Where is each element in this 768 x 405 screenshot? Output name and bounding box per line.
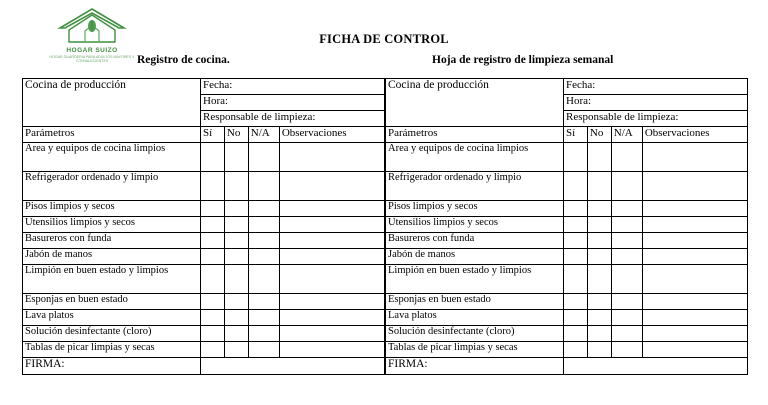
table-row: [386, 201, 748, 217]
param-label: Utensilios limpios y secos: [386, 217, 564, 233]
check-na-cell[interactable]: [611, 201, 642, 217]
param-label: Utensilios limpios y secos: [23, 217, 201, 233]
table-row: [23, 233, 385, 249]
check-si-cell[interactable]: [564, 249, 588, 265]
observaciones-cell[interactable]: [642, 326, 747, 342]
check-si-cell[interactable]: [201, 201, 225, 217]
table-row: [386, 217, 748, 233]
column-header-parametros: Parámetros: [23, 127, 201, 143]
param-label: Jabón de manos: [386, 249, 564, 265]
check-na-cell[interactable]: [611, 233, 642, 249]
check-na-cell[interactable]: [248, 201, 279, 217]
check-si-cell[interactable]: [564, 201, 588, 217]
check-no-cell[interactable]: [587, 310, 611, 326]
observaciones-cell[interactable]: [279, 249, 384, 265]
param-label: Pisos limpios y secos: [23, 201, 201, 217]
check-no-cell[interactable]: [224, 342, 248, 358]
column-header-observaciones: Observaciones: [642, 127, 747, 143]
table-row: [23, 217, 385, 233]
check-na-cell[interactable]: [611, 326, 642, 342]
table-row: [23, 342, 385, 358]
table-row: [386, 265, 748, 294]
observaciones-cell[interactable]: [279, 310, 384, 326]
check-na-cell[interactable]: [248, 249, 279, 265]
check-si-cell[interactable]: [564, 342, 588, 358]
column-header-si: Sí: [564, 127, 588, 143]
check-si-cell[interactable]: [201, 143, 225, 172]
observaciones-cell[interactable]: [279, 233, 384, 249]
table-header-row: [386, 127, 748, 143]
check-si-cell[interactable]: [201, 326, 225, 342]
forms-container: [22, 78, 748, 375]
column-header-na: N/A: [611, 127, 642, 143]
param-label: Pisos limpios y secos: [386, 201, 564, 217]
column-header-parametros: Parámetros: [386, 127, 564, 143]
checklist-table-left: [22, 78, 385, 375]
check-no-cell[interactable]: [224, 249, 248, 265]
fecha-label[interactable]: Fecha:: [201, 79, 385, 95]
check-na-cell[interactable]: [611, 143, 642, 172]
check-no-cell[interactable]: [224, 294, 248, 310]
check-si-cell[interactable]: [564, 265, 588, 294]
column-header-no: No: [587, 127, 611, 143]
param-label: Refrigerador ordenado y limpio: [386, 172, 564, 201]
table-row: [386, 79, 748, 95]
table-row: [23, 172, 385, 201]
table-row: [386, 249, 748, 265]
table-row: [386, 310, 748, 326]
firma-field[interactable]: [564, 358, 748, 375]
check-no-cell[interactable]: [224, 265, 248, 294]
check-si-cell[interactable]: [564, 172, 588, 201]
table-row: [386, 342, 748, 358]
param-label: Solución desinfectante (cloro): [386, 326, 564, 342]
logo-tagline: HOGAR GUARDERIA PARA ADULTOS MAYORES Y CONVALECIENTES: [49, 55, 135, 64]
table-row: [386, 294, 748, 310]
check-no-cell[interactable]: [224, 217, 248, 233]
check-no-cell[interactable]: [224, 143, 248, 172]
table-row: [386, 326, 748, 342]
param-label: Jabón de manos: [23, 249, 201, 265]
check-na-cell[interactable]: [611, 265, 642, 294]
table-row: [23, 265, 385, 294]
responsable-label[interactable]: Responsable de limpieza:: [564, 111, 748, 127]
check-no-cell[interactable]: [587, 201, 611, 217]
observaciones-cell[interactable]: [642, 201, 747, 217]
param-label: Limpión en buen estado y limpios: [386, 265, 564, 294]
observaciones-cell[interactable]: [279, 217, 384, 233]
check-si-cell[interactable]: [564, 233, 588, 249]
column-header-na: N/A: [248, 127, 279, 143]
check-na-cell[interactable]: [248, 342, 279, 358]
check-si-cell[interactable]: [201, 342, 225, 358]
check-no-cell[interactable]: [587, 172, 611, 201]
table-row: [23, 326, 385, 342]
check-na-cell[interactable]: [248, 217, 279, 233]
check-si-cell[interactable]: [201, 294, 225, 310]
check-na-cell[interactable]: [611, 217, 642, 233]
table-header-row: [23, 127, 385, 143]
table-row: [23, 79, 385, 95]
check-no-cell[interactable]: [587, 217, 611, 233]
firma-row: [386, 358, 748, 375]
observaciones-cell[interactable]: [642, 265, 747, 294]
fecha-label[interactable]: Fecha:: [564, 79, 748, 95]
param-label: Tablas de picar limpias y secas: [23, 342, 201, 358]
column-header-observaciones: Observaciones: [279, 127, 384, 143]
firma-label: FIRMA:: [23, 358, 201, 375]
hora-label[interactable]: Hora:: [564, 95, 748, 111]
check-no-cell[interactable]: [587, 265, 611, 294]
observaciones-cell[interactable]: [642, 342, 747, 358]
table-row: [386, 233, 748, 249]
check-no-cell[interactable]: [587, 294, 611, 310]
responsable-label[interactable]: Responsable de limpieza:: [201, 111, 385, 127]
hora-label[interactable]: Hora:: [201, 95, 385, 111]
table-row: [386, 172, 748, 201]
check-si-cell[interactable]: [201, 217, 225, 233]
observaciones-cell[interactable]: [279, 143, 384, 172]
param-label: Refrigerador ordenado y limpio: [23, 172, 201, 201]
check-si-cell[interactable]: [564, 310, 588, 326]
check-no-cell[interactable]: [587, 233, 611, 249]
check-na-cell[interactable]: [248, 233, 279, 249]
subtitle-right: Hoja de registro de limpieza semanal: [432, 54, 614, 66]
observaciones-cell[interactable]: [642, 310, 747, 326]
table-row: [23, 143, 385, 172]
check-no-cell[interactable]: [587, 143, 611, 172]
table-row: [23, 294, 385, 310]
check-na-cell[interactable]: [248, 326, 279, 342]
observaciones-cell[interactable]: [279, 342, 384, 358]
check-no-cell[interactable]: [587, 342, 611, 358]
check-no-cell[interactable]: [224, 326, 248, 342]
document-header: [0, 0, 768, 78]
table-row: [23, 201, 385, 217]
check-si-cell[interactable]: [564, 217, 588, 233]
check-si-cell[interactable]: [564, 294, 588, 310]
observaciones-cell[interactable]: [279, 294, 384, 310]
check-no-cell[interactable]: [587, 249, 611, 265]
observaciones-cell[interactable]: [642, 217, 747, 233]
column-header-no: No: [224, 127, 248, 143]
check-no-cell[interactable]: [224, 233, 248, 249]
observaciones-cell[interactable]: [642, 233, 747, 249]
check-si-cell[interactable]: [201, 310, 225, 326]
check-na-cell[interactable]: [248, 172, 279, 201]
page-title: FICHA DE CONTROL: [319, 32, 449, 46]
check-na-cell[interactable]: [248, 265, 279, 294]
check-no-cell[interactable]: [224, 172, 248, 201]
observaciones-cell[interactable]: [642, 249, 747, 265]
check-na-cell[interactable]: [248, 310, 279, 326]
observaciones-cell[interactable]: [642, 294, 747, 310]
firma-field[interactable]: [201, 358, 385, 375]
observaciones-cell[interactable]: [279, 326, 384, 342]
param-label: Basureros con funda: [386, 233, 564, 249]
subtitle-left: Registro de cocina.: [137, 54, 230, 66]
observaciones-cell[interactable]: [642, 143, 747, 172]
table-row: [23, 249, 385, 265]
checklist-table-right: [385, 78, 748, 375]
column-header-si: Sí: [201, 127, 225, 143]
check-na-cell[interactable]: [611, 294, 642, 310]
check-si-cell[interactable]: [201, 172, 225, 201]
firma-row: [23, 358, 385, 375]
table-row: [23, 310, 385, 326]
param-label: Basureros con funda: [23, 233, 201, 249]
check-si-cell[interactable]: [201, 265, 225, 294]
kitchen-title-cell: Cocina de producción: [23, 79, 201, 127]
check-si-cell[interactable]: [564, 143, 588, 172]
observaciones-cell[interactable]: [279, 172, 384, 201]
check-no-cell[interactable]: [587, 326, 611, 342]
firma-label: FIRMA:: [386, 358, 564, 375]
param-label: Lava platos: [23, 310, 201, 326]
param-label: Area y equipos de cocina limpios: [386, 143, 564, 172]
observaciones-cell[interactable]: [642, 172, 747, 201]
observaciones-cell[interactable]: [279, 265, 384, 294]
check-no-cell[interactable]: [224, 201, 248, 217]
observaciones-cell[interactable]: [279, 201, 384, 217]
param-label: Solución desinfectante (cloro): [23, 326, 201, 342]
logo-name: HOGAR SUIZO: [66, 47, 118, 54]
param-label: Esponjas en buen estado: [386, 294, 564, 310]
kitchen-title-cell: Cocina de producción: [386, 79, 564, 127]
check-na-cell[interactable]: [248, 143, 279, 172]
check-no-cell[interactable]: [224, 310, 248, 326]
check-na-cell[interactable]: [611, 310, 642, 326]
check-si-cell[interactable]: [201, 249, 225, 265]
check-na-cell[interactable]: [248, 294, 279, 310]
table-row: [386, 143, 748, 172]
param-label: Area y equipos de cocina limpios: [23, 143, 201, 172]
param-label: Tablas de picar limpias y secas: [386, 342, 564, 358]
param-label: Esponjas en buen estado: [23, 294, 201, 310]
param-label: Lava platos: [386, 310, 564, 326]
check-si-cell[interactable]: [201, 233, 225, 249]
check-na-cell[interactable]: [611, 342, 642, 358]
check-na-cell[interactable]: [611, 249, 642, 265]
param-label: Limpión en buen estado y limpios: [23, 265, 201, 294]
check-si-cell[interactable]: [564, 326, 588, 342]
check-na-cell[interactable]: [611, 172, 642, 201]
